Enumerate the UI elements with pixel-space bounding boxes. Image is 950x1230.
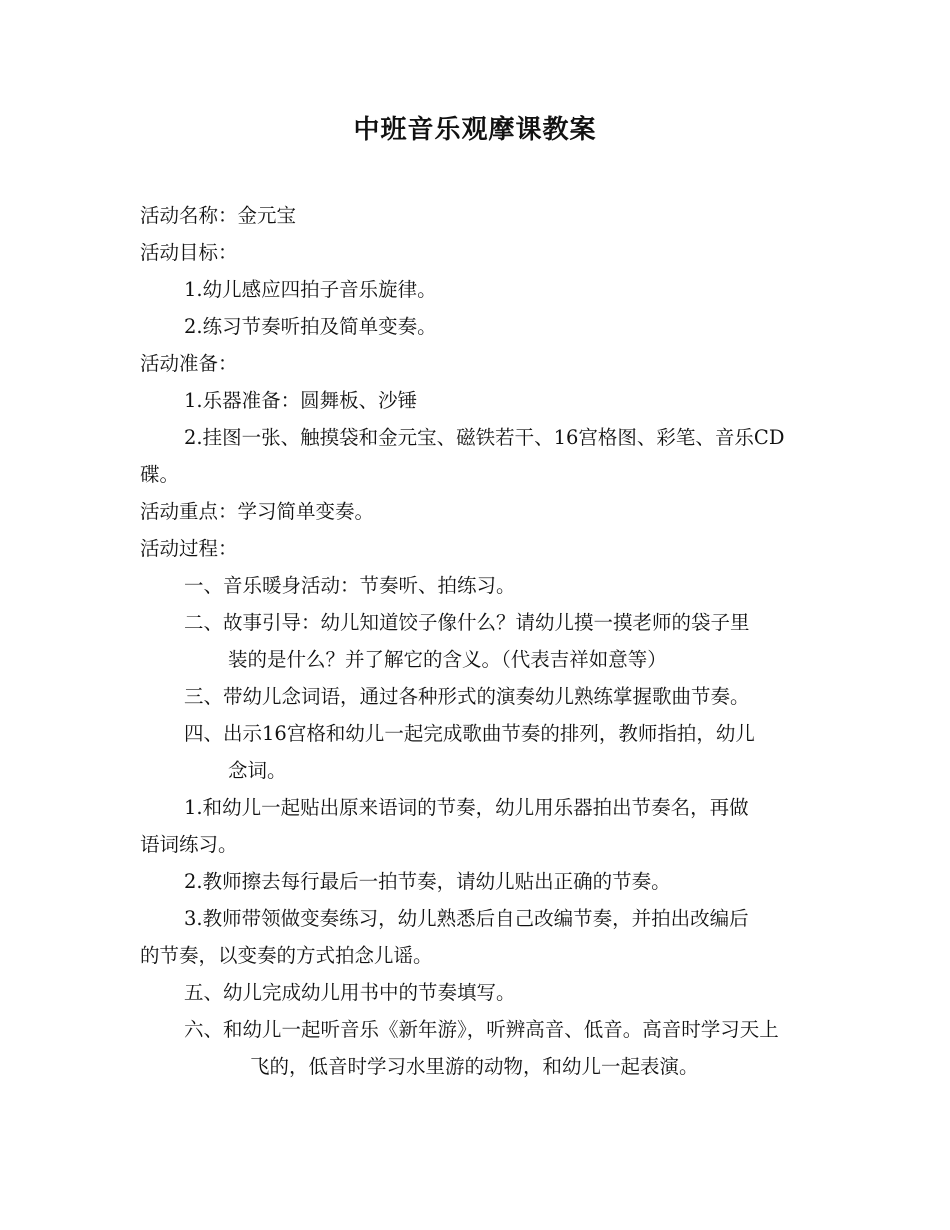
process-step-6: 六、和幼儿一起听音乐《新年游》，听辨高音、低音。高音时学习天上	[184, 1018, 779, 1041]
step-4-sub-3-continued: 的节奏，以变奏的方式拍念儿谣。	[140, 944, 433, 967]
process-step-4-continued: 念词。	[228, 759, 287, 782]
process-step-2: 二、故事引导：幼儿知道饺子像什么？请幼儿摸一摸老师的袋子里	[184, 611, 750, 634]
activity-process-heading: 活动过程：	[140, 537, 238, 560]
process-step-4: 四、出示16宫格和幼儿一起完成歌曲节奏的排列，教师指拍，幼儿	[184, 722, 755, 745]
prep-item-2: 2.挂图一张、触摸袋和金元宝、磁铁若干、16宫格图、彩笔、音乐CD	[184, 426, 785, 449]
step-4-sub-1-continued: 语词练习。	[140, 833, 238, 856]
process-step-1: 一、音乐暖身活动：节奏听、拍练习。	[184, 574, 516, 597]
document-body	[140, 197, 812, 1085]
step-4-sub-2: 2.教师擦去每行最后一拍节奏，请幼儿贴出正确的节奏。	[184, 870, 671, 893]
prep-item-1: 1.乐器准备：圆舞板、沙锤	[184, 389, 418, 412]
activity-focus-line: 活动重点：学习简单变奏。	[140, 500, 375, 523]
activity-prep-heading: 活动准备：	[140, 352, 238, 375]
goal-item-2: 2.练习节奏听拍及简单变奏。	[184, 315, 437, 338]
activity-name-line: 活动名称：金元宝	[140, 204, 297, 227]
step-4-sub-1: 1.和幼儿一起贴出原来语词的节奏，幼儿用乐器拍出节奏名，再做	[184, 796, 749, 819]
document-title: 中班音乐观摩课教案	[353, 115, 597, 145]
goal-item-1: 1.幼儿感应四拍子音乐旋律。	[184, 278, 437, 301]
process-step-3: 三、带幼儿念词语，通过各种形式的演奏幼儿熟练掌握歌曲节奏。	[184, 685, 750, 708]
prep-item-2-continued: 碟。	[140, 463, 180, 486]
process-step-2-continued: 装的是什么？并了解它的含义。（代表吉祥如意等）	[228, 648, 667, 671]
process-step-5: 五、幼儿完成幼儿用书中的节奏填写。	[184, 981, 516, 1004]
process-step-6-continued: 飞的，低音时学习水里游的动物，和幼儿一起表演。	[250, 1055, 699, 1078]
activity-goal-heading: 活动目标：	[140, 241, 238, 264]
step-4-sub-3: 3.教师带领做变奏练习，幼儿熟悉后自己改编节奏，并拍出改编后	[184, 907, 749, 930]
